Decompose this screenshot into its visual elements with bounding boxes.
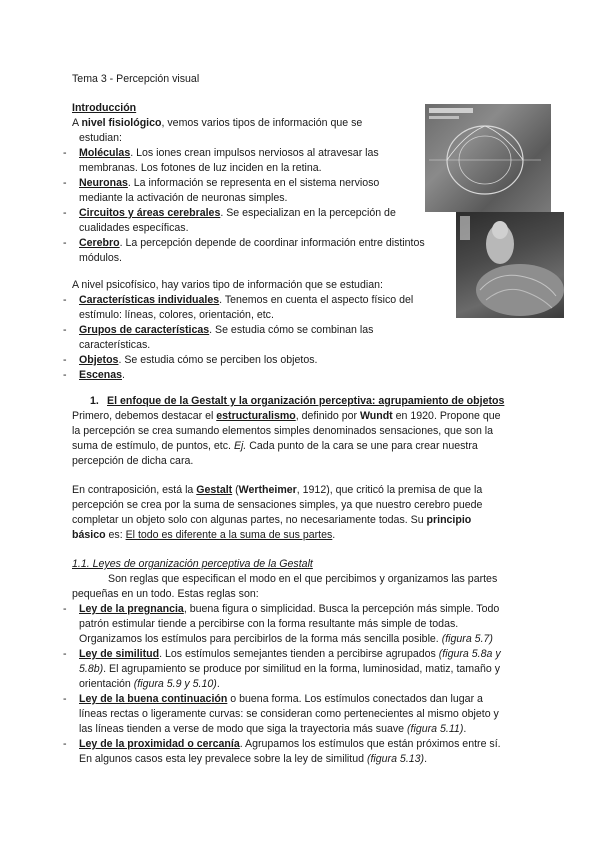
list-item-cont: mediante la activación de neuronas simples. [79,192,288,204]
section1-p1-line3 [72,439,478,454]
bullet-dash: - [63,693,67,705]
list-item-keyword: Características individuales [79,294,220,306]
law-text: orientación [79,678,134,690]
psychophysical-intro: A nivel psicofísico, hay varios tipo de información que se estudian: [72,279,383,291]
list-item-keyword: Moléculas [79,147,131,159]
law-item [79,602,499,617]
list-item-text: . La información se representa en el sistema nervioso [127,177,380,189]
law-text: las líneas tienden a verse de modo que siga la trayectoria más suave [79,723,408,735]
law-item-cont [79,752,427,767]
law-item-cont [79,617,458,632]
bullet-dash: - [63,603,67,615]
law-text: patrón estimular tiende a percibirse con la forma resultante más simple de todas. [79,618,459,630]
list-item-text: . Se especializan en la percepción de [220,207,396,219]
bullet-dash: - [63,738,67,750]
subsection-intro-line2: pequeñas en un todo. Estas reglas son: [72,588,259,600]
example-marker: Ej. [233,440,247,452]
text: en 1920. Propone que [392,410,501,422]
law-item-cont [79,677,220,692]
list-item-text: . Tenemos en cuenta el aspecto físico del [219,294,414,306]
law-name: Ley de similitud [79,648,160,660]
law-text: líneas rectas o ligeramente curvas: se consideran como pertenecientes al mismo objeto y [79,708,499,720]
list-item-text: . Se estudia cómo se combinan las [209,324,374,336]
list-item-text: . La percepción depende de coordinar información entre distintos [119,237,425,249]
list-item-keyword: Objetos [79,354,119,366]
list-item-keyword: Cerebro [79,237,120,249]
keyword-basic: básico [72,529,106,541]
section1-heading: El enfoque de la Gestalt y la organización perceptiva: agrupamiento de objetos [107,395,505,407]
section1-p2-line3 [72,513,471,528]
keyword-gestalt: Gestalt [196,484,233,496]
law-name: Ley de la pregnancia [79,603,184,615]
intro-text: , vemos varios tipos de información que se [161,117,363,129]
list-item-text: . [122,369,125,381]
law-text: . Agrupamos los estímulos que están próximos entre sí. [239,738,501,750]
law-text: . [424,753,428,765]
law-text: En algunos casos esta ley prevalece sobre la ley de similitud [79,753,367,765]
law-item-cont [79,662,500,677]
law-item-cont [79,722,466,737]
text: completar un objeto solo con algunas partes, no necesariamente todas. Su [72,514,427,526]
bullet-dash: - [63,207,67,219]
bullet-dash: - [63,369,67,381]
law-text: . Los estímulos semejantes tienden a percibirse agrupados [159,648,439,660]
brain-illustration [456,212,564,318]
law-name: Ley de la buena continuación [79,693,228,705]
law-item [79,692,483,707]
law-text: . [216,678,220,690]
keyword-wundt: Wundt [359,410,393,422]
list-item-cont: membranas. Los fotones de luz inciden en la retina. [79,162,322,174]
law-item [79,647,501,662]
list-item [79,206,396,221]
intro-heading: Introducción [72,102,137,114]
text: , 1912), que criticó la premisa de que la [296,484,483,496]
list-item-keyword: Escenas [79,369,122,381]
text: suma de estímulo, de puntos, etc. [72,440,234,452]
law-text: Organizamos los estímulos para percibirlos de la forma más sencilla posible. [79,633,442,645]
list-item-text: . Se estudia cómo se perciben los objetos. [118,354,318,366]
intro-paragraph-cont: estudian: [79,132,122,144]
section1-p1-line2: la percepción se crea sumando elementos simples denominados sensaciones, que son la [72,425,494,437]
bullet-dash: - [63,324,67,336]
list-item-cont: características. [79,339,151,351]
figure-reference: (figura 5.11) [407,723,464,735]
text: . [332,529,336,541]
intro-paragraph [72,116,362,131]
keyword-principle: principio [426,514,472,526]
list-item-keyword: Grupos de características [79,324,210,336]
list-item [79,236,425,251]
list-item-text: . Los iones crean impulsos nerviosos al atravesar las [130,147,379,159]
keyword-wertheimer: Wertheimer [238,484,297,496]
eye-diagram [425,104,551,212]
text: es: [105,529,126,541]
list-item [79,368,125,383]
bullet-dash: - [63,354,67,366]
law-item-cont [79,707,499,722]
bullet-dash: - [63,294,67,306]
intro-keyword: nivel fisiológico [81,117,162,129]
bullet-dash: - [63,147,67,159]
page-title: Tema 3 - Percepción visual [72,73,200,85]
intro-text: A [72,117,82,129]
list-item [79,323,373,338]
eye-anatomy-image [425,104,551,212]
text: Primero, debemos destacar el [72,410,217,422]
law-item [79,737,501,752]
law-name: Ley de la proximidad o cercanía [79,738,240,750]
text: Cada punto de la cara se une para crear nuestra [246,440,478,452]
subsection-heading: 1.1. Leyes de organización perceptiva de la Gestalt [72,558,313,570]
section1-number: 1. [90,395,99,407]
section1-p2-line4 [72,528,335,543]
bullet-dash: - [63,648,67,660]
list-item [79,176,379,191]
bullet-dash: - [63,237,67,249]
list-item-keyword: Neuronas [79,177,128,189]
text: ( [232,484,239,496]
list-item-cont: cualidades específicas. [79,222,189,234]
figure-reference: (figura 5.7) [441,633,493,645]
list-item [79,353,317,368]
section1-p1-line1 [72,409,501,424]
text: , definido por [295,410,360,422]
bullet-dash: - [63,177,67,189]
list-item [79,146,379,161]
figure-reference: (figura 5.9 y 5.10) [133,678,217,690]
section1-p1-line4: percepción de dicha cara. [72,455,194,467]
law-text: o buena forma. Los estímulos conectados dan lugar a [227,693,483,705]
list-item-cont: estímulo: líneas, colores, orientación, etc. [79,309,274,321]
figure-reference: (figura 5.13) [366,753,425,765]
principle-statement: El todo es diferente a la suma de sus partes [125,529,333,541]
law-item-cont [79,632,493,647]
list-item [79,293,413,308]
section1-p2-line2: percepción se crea por la suma de sensaciones simples, ya que nuestro cerebro puede [72,499,483,511]
law-text: , buena figura o simplicidad. Busca la percepción más simple. Todo [183,603,500,615]
brain-model-image [456,212,564,318]
list-item-keyword: Circuitos y áreas cerebrales [79,207,221,219]
section1-p2-line1 [72,483,482,498]
figure-reference: (figura 5.8a y [438,648,501,660]
text: En contraposición, está la [72,484,197,496]
figure-reference: 5.8b) [79,663,104,675]
list-item-cont: módulos. [79,252,122,264]
keyword-structuralism: estructuralismo [216,410,296,422]
subsection-intro-line1: Son reglas que especifican el modo en el que percibimos y organizamos las partes [108,573,498,585]
law-text: . El agrupamiento se produce por similitud en la forma, luminosidad, matiz, tamaño y [103,663,501,675]
law-text: . [463,723,467,735]
